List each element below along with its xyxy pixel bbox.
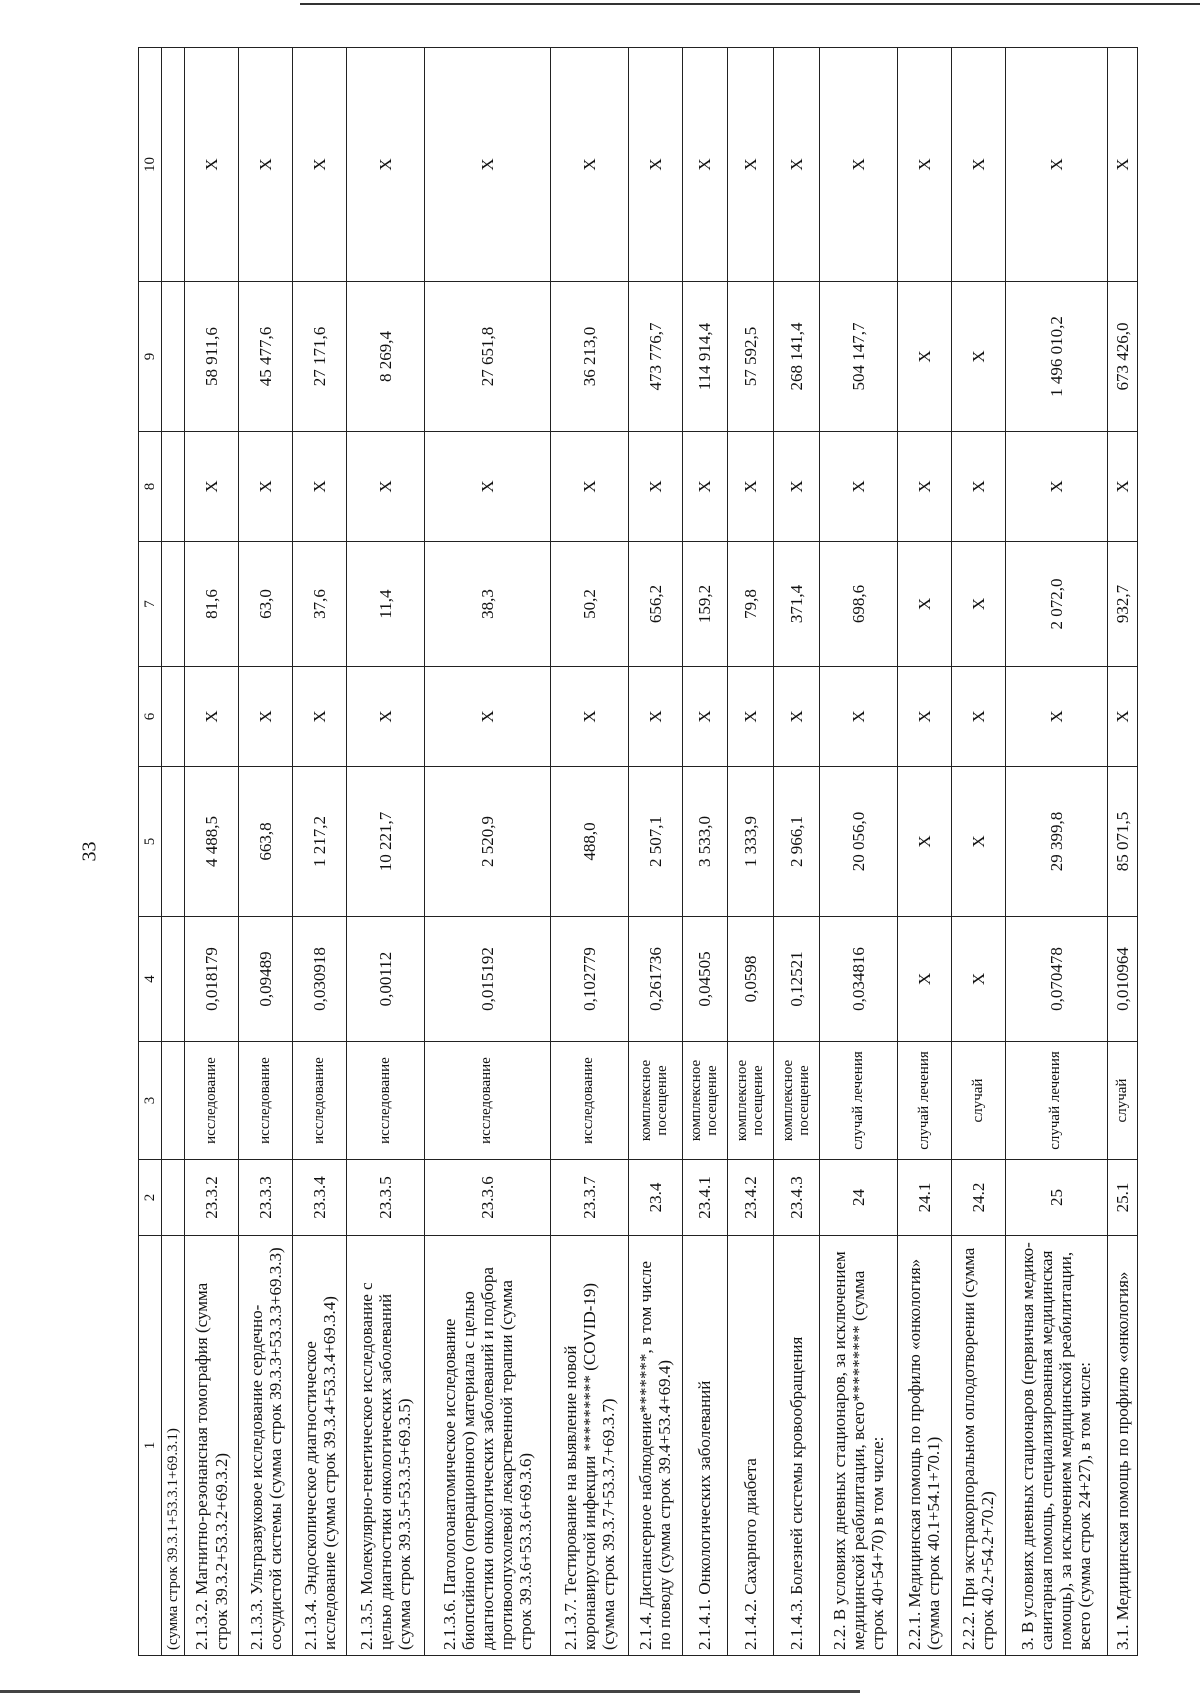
row-code: 23.3.5 <box>347 1160 425 1236</box>
cell-col6: Х <box>550 667 628 767</box>
table-row <box>239 48 293 1656</box>
cell-col4: 0,034816 <box>820 917 898 1042</box>
cell-col5: 20 056,0 <box>820 767 898 917</box>
cell-col5: Х <box>897 767 951 917</box>
row-code: 23.4 <box>628 1160 682 1236</box>
row-name: 3.1. Медицинская помощь по профилю «онкология» <box>1107 1236 1137 1656</box>
cell-col9: 673 426,0 <box>1107 282 1137 432</box>
cell-col9: 36 213,0 <box>550 282 628 432</box>
row-name: 2.1.3.7. Тестирование на выявление новой коронавирусной инфекции ********* (COVID-19) (сумма строк 39.3.7+53.3.7+69.3.7) <box>550 1236 628 1656</box>
row-unit: исследование <box>185 1042 239 1160</box>
cell-col6: Х <box>1107 667 1137 767</box>
row-name: 2.1.3.5. Молекулярно-генетическое исследование с целью диагностики онкологических заболеваний (сумма строк 39.3.5+53.3.5+69.3.5) <box>347 1236 425 1656</box>
column-number: 8 <box>139 432 162 542</box>
row-name: 2.1.4.3. Болезней системы кровообращения <box>774 1236 820 1656</box>
cell-col4: 0,070478 <box>1005 917 1107 1042</box>
cell-col5: 488,0 <box>550 767 628 917</box>
cell-col5: 4 488,5 <box>185 767 239 917</box>
cell-col8: Х <box>897 432 951 542</box>
table-row <box>1107 48 1137 1656</box>
column-number-row <box>139 48 162 1656</box>
cell-col7: 11,4 <box>347 542 425 667</box>
row-unit: случай <box>951 1042 1005 1160</box>
row-code: 23.3.6 <box>425 1160 551 1236</box>
cell-col10: Х <box>1107 48 1137 282</box>
cell-col9: 58 911,6 <box>185 282 239 432</box>
cell-col7: 159,2 <box>682 542 728 667</box>
row-unit: комплексное посещение <box>682 1042 728 1160</box>
row-unit: исследование <box>347 1042 425 1160</box>
cell-col7: 38,3 <box>425 542 551 667</box>
row-unit: случай лечения <box>1005 1042 1107 1160</box>
cell-col6: Х <box>628 667 682 767</box>
column-number: 4 <box>139 917 162 1042</box>
cell-col4: 0,00112 <box>347 917 425 1042</box>
table-row <box>185 48 239 1656</box>
row-unit: случай лечения <box>820 1042 898 1160</box>
row-unit: исследование <box>425 1042 551 1160</box>
rotated-table-container <box>138 48 1138 1656</box>
cell-col5: Х <box>951 767 1005 917</box>
cell-col8: Х <box>185 432 239 542</box>
cell-col6: Х <box>293 667 347 767</box>
column-number: 9 <box>139 282 162 432</box>
cell-col4: 0,018179 <box>185 917 239 1042</box>
row-name: 2.1.3.4. Эндоскопическое диагностическое исследование (сумма строк 39.3.4+53.3.4+69.3.4) <box>293 1236 347 1656</box>
cell-col5: 3 533,0 <box>682 767 728 917</box>
table-row <box>897 48 951 1656</box>
cell-col10: Х <box>347 48 425 282</box>
cell-col9: 114 914,4 <box>682 282 728 432</box>
cell-col4: 0,09489 <box>239 917 293 1042</box>
cell-col10: Х <box>425 48 551 282</box>
page-number: 33 <box>78 841 101 862</box>
scan-edge-bottom <box>0 1690 860 1693</box>
cell-col9: 27 651,8 <box>425 282 551 432</box>
cell-col5: 10 221,7 <box>347 767 425 917</box>
row-code: 23.4.1 <box>682 1160 728 1236</box>
cell-col6: Х <box>347 667 425 767</box>
scan-edge-top <box>300 3 1200 5</box>
row-unit: случай лечения <box>897 1042 951 1160</box>
cell-col5: 1 333,9 <box>728 767 774 917</box>
cell-col7: 698,6 <box>820 542 898 667</box>
table-row <box>774 48 820 1656</box>
cell-col8: Х <box>774 432 820 542</box>
cell-col8: Х <box>239 432 293 542</box>
row-code: 25.1 <box>1107 1160 1137 1236</box>
column-number: 10 <box>139 48 162 282</box>
row-code: 23.3.2 <box>185 1160 239 1236</box>
cell-col8: Х <box>1107 432 1137 542</box>
column-number: 2 <box>139 1160 162 1236</box>
table-row <box>425 48 551 1656</box>
cell-col8: Х <box>347 432 425 542</box>
cell-col9: Х <box>897 282 951 432</box>
cell-col5: 85 071,5 <box>1107 767 1137 917</box>
row-unit: исследование <box>550 1042 628 1160</box>
cell-col10: Х <box>293 48 347 282</box>
row-name: 3. В условиях дневных стационаров (первичная медико-санитарная помощь, специализированная медицинская помощь), за исключением медицинской реабилитации, всего (сумма строк 24+27), в том числе: <box>1005 1236 1107 1656</box>
cell-col6: Х <box>728 667 774 767</box>
row-code: 23.4.2 <box>728 1160 774 1236</box>
cell-col5: 2 520,9 <box>425 767 551 917</box>
row-unit: исследование <box>293 1042 347 1160</box>
cell-col10: Х <box>774 48 820 282</box>
cell-col7: 37,6 <box>293 542 347 667</box>
cell-col10: Х <box>550 48 628 282</box>
cell-col8: Х <box>682 432 728 542</box>
cell-col4: Х <box>951 917 1005 1042</box>
cell-col10: Х <box>185 48 239 282</box>
row-name: 2.2. В условиях дневных стационаров, за исключением медицинской реабилитации, всего********* (сумма строк 40+54+70) в том числе: <box>820 1236 898 1656</box>
cell-col8: Х <box>1005 432 1107 542</box>
row-name: 2.2.1. Медицинская помощь по профилю «онкология» (сумма строк 40.1+54.1+70.1) <box>897 1236 951 1656</box>
row-name: 2.1.3.6. Патологоанатомическое исследование биопсийного (операционного) материала с целью диагностики онкологических заболеваний и подбора противоопухолевой лекарственной терапии (сумма строк 39.3.6+53.3.6+69.3.6) <box>425 1236 551 1656</box>
row-name: 2.1.3.2. Магнитно-резонансная томография (сумма строк 39.3.2+53.3.2+69.3.2) <box>185 1236 239 1656</box>
cell-col4: 0,030918 <box>293 917 347 1042</box>
cell-col7: 50,2 <box>550 542 628 667</box>
cell-col10: Х <box>728 48 774 282</box>
column-number: 6 <box>139 667 162 767</box>
cell-col8: Х <box>550 432 628 542</box>
cell-col4: Х <box>897 917 951 1042</box>
table-row <box>293 48 347 1656</box>
column-number: 7 <box>139 542 162 667</box>
column-number: 3 <box>139 1042 162 1160</box>
table-row <box>728 48 774 1656</box>
column-number: 5 <box>139 767 162 917</box>
row-unit: комплексное посещение <box>628 1042 682 1160</box>
table-row <box>682 48 728 1656</box>
cell-col10: Х <box>1005 48 1107 282</box>
cell-col7: Х <box>897 542 951 667</box>
table-row <box>1005 48 1107 1656</box>
cell-col4: 0,010964 <box>1107 917 1137 1042</box>
cell-col4: 0,0598 <box>728 917 774 1042</box>
cell-col10: Х <box>682 48 728 282</box>
cell-col8: Х <box>951 432 1005 542</box>
cell-col8: Х <box>628 432 682 542</box>
cell-col4: 0,12521 <box>774 917 820 1042</box>
row-code: 24.2 <box>951 1160 1005 1236</box>
cell-col6: Х <box>951 667 1005 767</box>
row-code: 23.3.7 <box>550 1160 628 1236</box>
row-code: 24 <box>820 1160 898 1236</box>
cell-col7: 932,7 <box>1107 542 1137 667</box>
row-unit: комплексное посещение <box>774 1042 820 1160</box>
table-row <box>628 48 682 1656</box>
row-unit: исследование <box>239 1042 293 1160</box>
row-name: 2.1.4.2. Сахарного диабета <box>728 1236 774 1656</box>
cell-col4: 0,015192 <box>425 917 551 1042</box>
row-name: 2.1.4. Диспансерное наблюдение*******, в том числе по поводу (сумма строк 39.4+53.4+69.4) <box>628 1236 682 1656</box>
cell-col6: Х <box>1005 667 1107 767</box>
cell-col9: 57 592,5 <box>728 282 774 432</box>
continuation-row <box>162 48 185 1656</box>
row-code: 23.3.3 <box>239 1160 293 1236</box>
cell-col9: 1 496 010,2 <box>1005 282 1107 432</box>
cell-col6: Х <box>820 667 898 767</box>
cell-col5: 2 507,1 <box>628 767 682 917</box>
row-name: 2.2.2. При экстракорпоральном оплодотворении (сумма строк 40.2+54.2+70.2) <box>951 1236 1005 1656</box>
row-unit: комплексное посещение <box>728 1042 774 1160</box>
row-name: 2.1.4.1. Онкологических заболеваний <box>682 1236 728 1656</box>
cell-col6: Х <box>897 667 951 767</box>
cell-col9: 27 171,6 <box>293 282 347 432</box>
cell-col9: 504 147,7 <box>820 282 898 432</box>
column-number: 1 <box>139 1236 162 1656</box>
cell-col5: 1 217,2 <box>293 767 347 917</box>
cell-col7: 79,8 <box>728 542 774 667</box>
cell-col4: 0,04505 <box>682 917 728 1042</box>
cell-col6: Х <box>239 667 293 767</box>
row-code: 25 <box>1005 1160 1107 1236</box>
table-row <box>347 48 425 1656</box>
cell-col7: 2 072,0 <box>1005 542 1107 667</box>
cell-col9: 45 477,6 <box>239 282 293 432</box>
cell-col6: Х <box>682 667 728 767</box>
cell-col7: Х <box>951 542 1005 667</box>
cell-col10: Х <box>239 48 293 282</box>
cell-col5: 2 966,1 <box>774 767 820 917</box>
cell-col6: Х <box>425 667 551 767</box>
cell-col6: Х <box>185 667 239 767</box>
table-row <box>951 48 1005 1656</box>
cell-col7: 371,4 <box>774 542 820 667</box>
cell-col7: 656,2 <box>628 542 682 667</box>
cell-col5: 663,8 <box>239 767 293 917</box>
cell-col8: Х <box>293 432 347 542</box>
table-row <box>550 48 628 1656</box>
cell-col8: Х <box>425 432 551 542</box>
cell-col9: 473 776,7 <box>628 282 682 432</box>
cell-col4: 0,261736 <box>628 917 682 1042</box>
cell-col4: 0,102779 <box>550 917 628 1042</box>
cell-col5: 29 399,8 <box>1005 767 1107 917</box>
cell-col10: Х <box>820 48 898 282</box>
row-code: 24.1 <box>897 1160 951 1236</box>
cell-col9: 8 269,4 <box>347 282 425 432</box>
cell-col10: Х <box>951 48 1005 282</box>
cell-col7: 63,0 <box>239 542 293 667</box>
table-row <box>820 48 898 1656</box>
data-table <box>138 47 1138 1656</box>
cell-col9: Х <box>951 282 1005 432</box>
cell-col8: Х <box>728 432 774 542</box>
cell-col6: Х <box>774 667 820 767</box>
cell-col9: 268 141,4 <box>774 282 820 432</box>
row-unit: случай <box>1107 1042 1137 1160</box>
row-code: 23.4.3 <box>774 1160 820 1236</box>
row-code: 23.3.4 <box>293 1160 347 1236</box>
row-name: 2.1.3.3. Ультразвуковое исследование сердечно-сосудистой системы (сумма строк 39.3.3+53.3.3+69.3.3) <box>239 1236 293 1656</box>
cell-col7: 81,6 <box>185 542 239 667</box>
cell-col10: Х <box>897 48 951 282</box>
row-name: (сумма строк 39.3.1+53.3.1+69.3.1) <box>162 1236 185 1656</box>
cell-col8: Х <box>820 432 898 542</box>
cell-col10: Х <box>628 48 682 282</box>
